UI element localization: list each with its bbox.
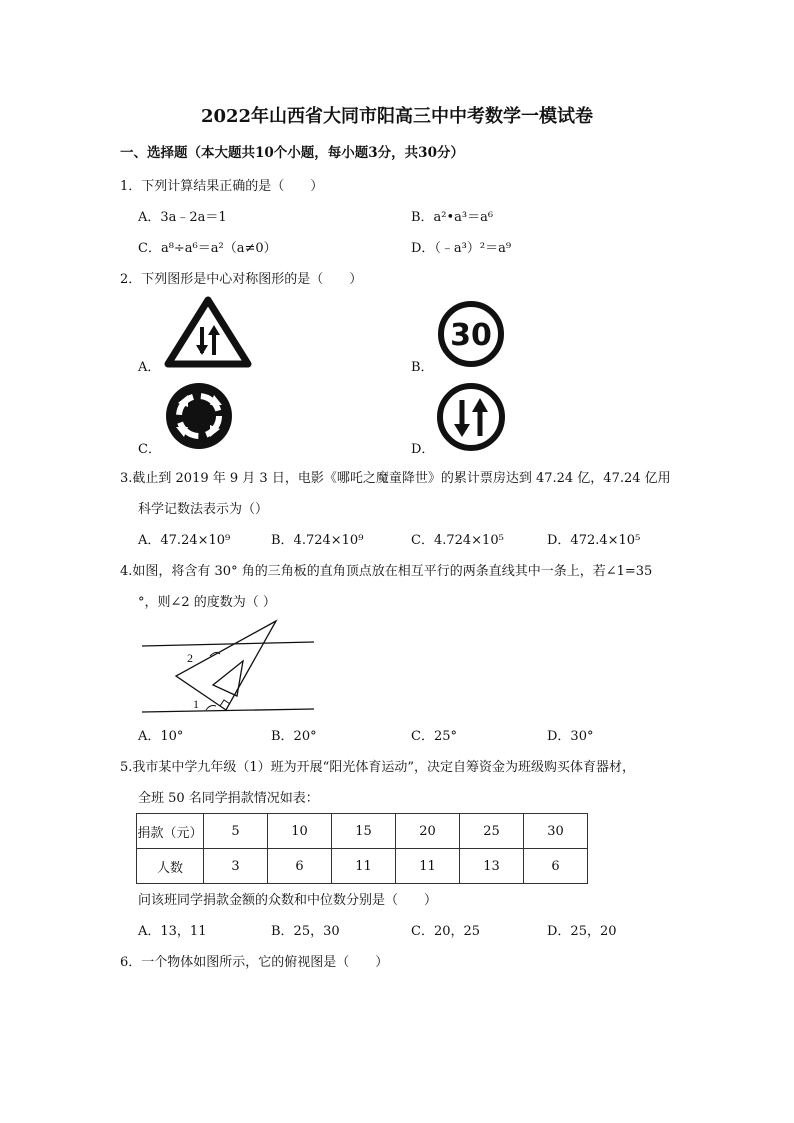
table-cell: 25 <box>460 814 524 849</box>
q2-option-d: D． <box>411 442 435 457</box>
q1-option-b: B．a²•a³＝a⁶ <box>411 210 494 225</box>
q3-option-c: C．4.724×10⁵ <box>411 533 504 548</box>
table-header-count: 人数 <box>137 849 204 884</box>
triangle-two-way-sign-icon <box>165 297 251 367</box>
table-cell: 10 <box>268 814 332 849</box>
q5-question: 问该班同学捐款金额的众数和中位数分别是（ ） <box>138 893 438 908</box>
table-row <box>137 849 588 884</box>
q3-option-a: A．47.24×10⁹ <box>138 533 231 548</box>
q4-option-d: D．30° <box>547 729 594 744</box>
q2-stem: 2．下列图形是中心对称图形的是（ ） <box>120 272 363 287</box>
roundabout-sign-icon <box>164 381 234 451</box>
q4-stem-line1: 4.如图，将含有 30° 角的三角板的直角顶点放在相互平行的两条直线其中一条上，若∠1=35 <box>120 564 653 579</box>
table-cell: 6 <box>524 849 588 884</box>
q1-stem: 1．下列计算结果正确的是（ ） <box>120 179 324 194</box>
q5-option-c: C．20，25 <box>411 924 481 939</box>
q5-stem-line2: 全班 50 名同学捐款情况如表： <box>138 791 319 806</box>
table-header-amount: 捐款（元） <box>137 814 204 849</box>
q3-option-d: D．472.4×10⁵ <box>547 533 641 548</box>
q5-option-b: B．25，30 <box>271 924 340 939</box>
q5-option-a: A．13，11 <box>138 924 207 939</box>
q3-stem-line1: 3.截止到 2019 年 9 月 3 日，电影《哪吒之魔童降世》的累计票房达到 47.24 亿，47.24 亿用 <box>120 471 671 486</box>
q3-option-b: B．4.724×10⁹ <box>271 533 364 548</box>
q4-option-b: B．20° <box>271 729 317 744</box>
q6-stem: 6．一个物体如图所示，它的俯视图是（ ） <box>120 955 389 970</box>
parallel-lines-triangle-figure <box>140 618 320 718</box>
q1-option-c: C．a⁸÷a⁶＝a²（a≠0） <box>138 241 277 256</box>
q5-option-d: D．25，20 <box>547 924 617 939</box>
q2-option-c: C． <box>138 442 161 457</box>
table-cell: 30 <box>524 814 588 849</box>
two-way-traffic-sign-icon <box>436 382 506 452</box>
section-heading: 一、选择题（本大题共10个小题，每小题3分，共30分） <box>120 145 464 161</box>
table-cell: 6 <box>268 849 332 884</box>
table-cell: 3 <box>204 849 268 884</box>
q5-stem-line1: 5.我市某中学九年级（1）班为开展“阳光体育运动”，决定自筹资金为班级购买体育器材， <box>120 760 635 775</box>
table-cell: 5 <box>204 814 268 849</box>
q1-option-a: A．3a﹣2a＝1 <box>138 210 227 225</box>
angle-label-1: 1 <box>193 697 199 711</box>
table-cell: 15 <box>332 814 396 849</box>
angle-label-2: 2 <box>187 651 193 665</box>
q4-option-c: C．25° <box>411 729 457 744</box>
table-row <box>137 814 588 849</box>
table-cell: 11 <box>396 849 460 884</box>
q4-option-a: A．10° <box>138 729 184 744</box>
q3-stem-line2: 科学记数法表示为（） <box>138 502 269 517</box>
q4-stem-line2: °，则∠2 的度数为（ ） <box>138 595 276 610</box>
table-cell: 13 <box>460 849 524 884</box>
table-cell: 11 <box>332 849 396 884</box>
speed-limit-sign-icon <box>437 300 505 368</box>
q2-option-a: A． <box>138 360 161 375</box>
q2-option-b: B． <box>411 360 434 375</box>
donation-table <box>136 813 588 884</box>
table-cell: 20 <box>396 814 460 849</box>
speed-limit-text: 30 <box>450 318 492 353</box>
page-title: 2022年山西省大同市阳高三中中考数学一模试卷 <box>200 106 594 127</box>
q1-option-d: D．（﹣a³）²＝a⁹ <box>411 241 512 256</box>
